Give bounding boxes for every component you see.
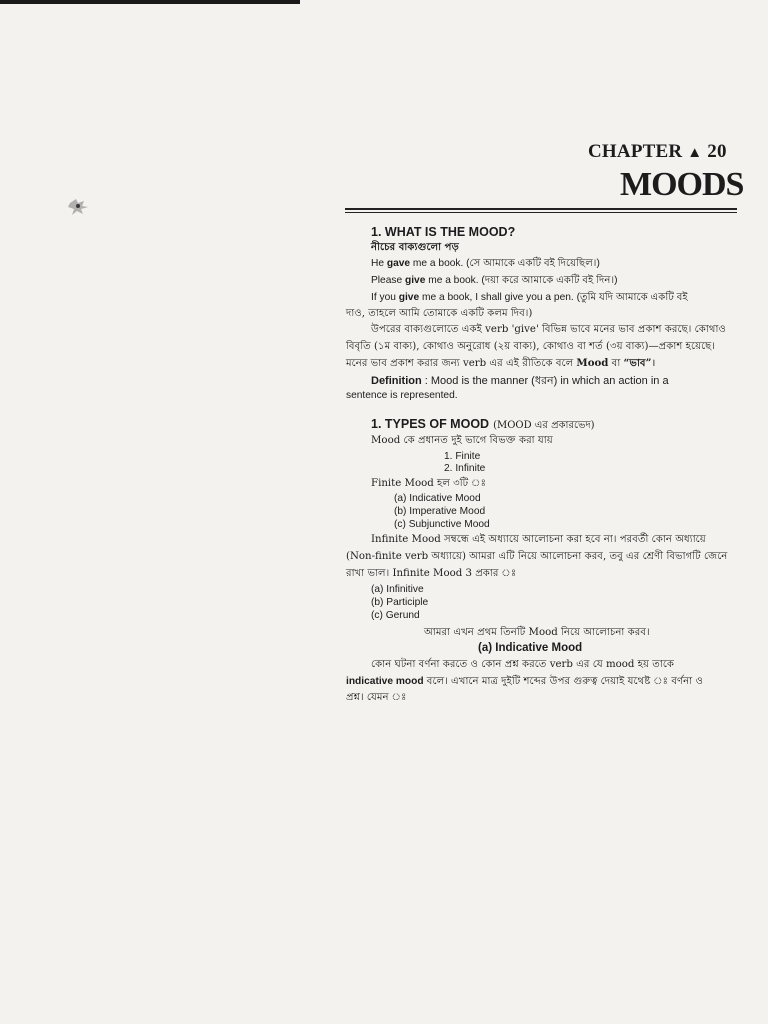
intro-text: নীচের বাক্যগুলো পড় <box>371 241 459 253</box>
now-discuss-text: আমরা এখন প্রথম তিনটি Mood নিয়ে আলোচনা করব। <box>424 627 650 638</box>
section-what-is-mood-heading: 1. WHAT IS THE MOOD? <box>371 225 516 239</box>
finite-item-c: (c) Subjunctive Mood <box>394 519 490 530</box>
example-3-continued: দাও, তাহলে আমি তোমাকে একটি কলম দিব।) <box>346 308 533 319</box>
infinite-item-c: (c) Gerund <box>371 610 420 621</box>
infinite-paragraph-1: Infinite Mood সম্বন্ধে এই অধ্যায়ে আলোচনা করা হবে না। পরবর্তী কোন অধ্যায়ে <box>371 534 706 545</box>
types-list-infinite: 2. Infinite <box>444 463 486 474</box>
chapter-number: 20 <box>707 141 727 162</box>
paragraph-line-3: মনের ভাব প্রকাশ করার জন্য verb এর এই রীতিকে বলে Mood বা “ভাব”। <box>346 357 656 369</box>
infinite-paragraph-2: (Non-finite verb অধ্যায়ে) আমরা এটি নিয়ে আলোচনা করব, তবু এর শ্রেণী বিভাগটি জেনে <box>346 551 728 562</box>
title-rule-thin <box>345 212 737 213</box>
definition-continued: sentence is represented. <box>346 390 458 401</box>
chapter-word: CHAPTER <box>588 141 683 162</box>
types-intro: Mood কে প্রধানত দুই ভাগে বিভক্ত করা যায় <box>371 435 553 446</box>
infinite-paragraph-3: রাখা ভাল। Infinite Mood 3 প্রকার ঃ <box>346 568 517 579</box>
infinite-item-b: (b) Participle <box>371 597 429 608</box>
types-list-finite: 1. Finite <box>444 451 481 462</box>
paragraph-line-2: বিবৃতি (১ম বাক্য), কোথাও অনুরোধ (২য় বাক্য), কোথাও বা শর্ত (৩য় বাক্য)—প্রকাশ হয়েছে। <box>346 341 715 352</box>
indicative-paragraph-2: indicative mood বলে। এখানে মাত্র দুইটি শব্দের উপর গুরুত্ব দেয়াই যথেষ্ট ঃ বর্ণনা ও <box>346 676 703 687</box>
example-2: Please give me a book. (দয়া করে আমাকে একটি বই দিন।) <box>371 275 618 286</box>
chapter-title: MOODS <box>620 166 744 203</box>
paragraph-line-1: উপরের বাক্যগুলোতে একই verb 'give' বিভিন্ন ভাবে মনের ভাব প্রকাশ করছে। কোথাও <box>371 324 726 335</box>
finite-item-a: (a) Indicative Mood <box>394 493 481 504</box>
section-types-heading: 1. TYPES OF MOOD (MOOD এর প্রকারভেদ) <box>371 417 595 431</box>
infinite-item-a: (a) Infinitive <box>371 584 424 595</box>
triangle-icon: ▲ <box>687 145 703 161</box>
example-1: He gave me a book. (সে আমাকে একটি বই দিয়েছিল।) <box>371 258 600 269</box>
indicative-paragraph-1: কোন ঘটনা বর্ণনা করতে ও কোন প্রশ্ন করতে verb এর যে mood হয় তাকে <box>371 659 675 670</box>
title-rule-thick <box>345 208 737 210</box>
finite-item-b: (b) Imperative Mood <box>394 506 486 517</box>
example-3: If you give me a book, I shall give you a pen. (তুমি যদি আমাকে একটি বই <box>371 292 688 303</box>
finite-intro: Finite Mood হল ৩টি ঃ <box>371 478 487 489</box>
chapter-label <box>588 141 727 163</box>
definition: Definition : Mood is the manner (ধরন) in which an action in a <box>371 375 669 387</box>
indicative-paragraph-3: প্রশ্ন। যেমন ঃ <box>346 692 407 703</box>
indicative-mood-heading: (a) Indicative Mood <box>478 642 583 654</box>
